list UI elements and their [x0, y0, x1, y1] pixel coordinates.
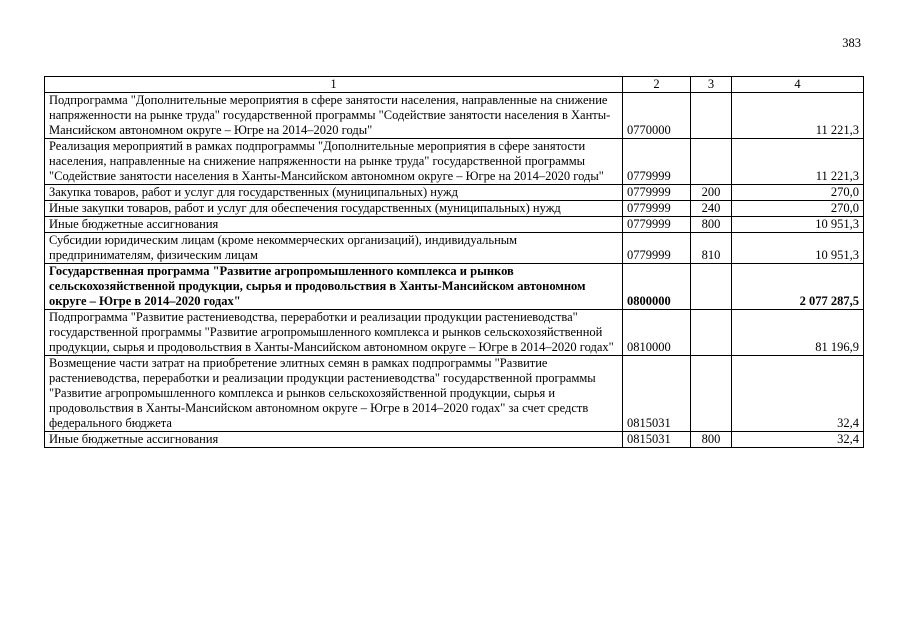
table-row: [45, 432, 864, 448]
table-row: [45, 356, 864, 432]
row-subcode: [691, 356, 732, 432]
row-name: Закупка товаров, работ и услуг для государственных (муниципальных) нужд: [45, 185, 623, 201]
row-amount: 11 221,3: [732, 139, 864, 185]
row-code: 0779999: [623, 201, 691, 217]
row-name: Иные закупки товаров, работ и услуг для обеспечения государственных (муниципальных) нужд: [45, 201, 623, 217]
row-subcode: [691, 310, 732, 356]
row-name: Субсидии юридическим лицам (кроме некоммерческих организаций), индивидуальным предпринимателям, физическим лицам: [45, 233, 623, 264]
row-code: 0800000: [623, 264, 691, 310]
table-row: [45, 139, 864, 185]
row-code: 0779999: [623, 233, 691, 264]
row-subcode: 810: [691, 233, 732, 264]
row-amount: 10 951,3: [732, 217, 864, 233]
row-name: Государственная программа "Развитие агропромышленного комплекса и рынков сельскохозяйственной продукции, сырья и продовольствия в Ханты-Мансийском автономном округе – Югре в 2014–2020 годах": [45, 264, 623, 310]
row-amount: 270,0: [732, 201, 864, 217]
row-amount: 32,4: [732, 432, 864, 448]
header-col-3: 3: [691, 77, 732, 93]
table-row: [45, 217, 864, 233]
row-subcode: 800: [691, 217, 732, 233]
row-amount: 10 951,3: [732, 233, 864, 264]
row-code: 0779999: [623, 217, 691, 233]
table-row: [45, 185, 864, 201]
row-code: 0815031: [623, 432, 691, 448]
row-subcode: 240: [691, 201, 732, 217]
row-amount: 11 221,3: [732, 93, 864, 139]
row-code: 0810000: [623, 310, 691, 356]
page-number: 383: [842, 36, 861, 50]
row-code: 0770000: [623, 93, 691, 139]
row-subcode: [691, 139, 732, 185]
table-header-row: [45, 77, 864, 93]
row-name: Реализация мероприятий в рамках подпрограммы "Дополнительные мероприятия в сфере занятости населения, направленные на снижение напряженности на рынке труда" государственной программы "Содействие занятости населения в Ханты-Мансийском автономном округе – Югре на 2014–2020 годы": [45, 139, 623, 185]
table-row: [45, 201, 864, 217]
header-col-2: 2: [623, 77, 691, 93]
row-name: Иные бюджетные ассигнования: [45, 217, 623, 233]
row-subcode: [691, 93, 732, 139]
header-col-1: 1: [45, 77, 623, 93]
table-row: [45, 93, 864, 139]
table-row: [45, 233, 864, 264]
row-amount: 81 196,9: [732, 310, 864, 356]
row-subcode: 200: [691, 185, 732, 201]
row-code: 0779999: [623, 139, 691, 185]
table-row: [45, 310, 864, 356]
row-amount: 32,4: [732, 356, 864, 432]
row-code: 0815031: [623, 356, 691, 432]
row-amount: 2 077 287,5: [732, 264, 864, 310]
row-name: Иные бюджетные ассигнования: [45, 432, 623, 448]
row-name: Подпрограмма "Дополнительные мероприятия в сфере занятости населения, направленные на снижение напряженности на рынке труда" государственной программы "Содействие занятости населения в Ханты-Мансийском автономном округе – Югре на 2014–2020 годы": [45, 93, 623, 139]
row-code: 0779999: [623, 185, 691, 201]
header-col-4: 4: [732, 77, 864, 93]
row-name: Подпрограмма "Развитие растениеводства, переработки и реализации продукции растениеводства" государственной программы "Развитие агропромышленного комплекса и рынков сельскохозяйственной продукции, сырья и продовольствия в Ханты-Мансийском автономном округе – Югре в 2014–2020 годах": [45, 310, 623, 356]
table-row-program: [45, 264, 864, 310]
row-subcode: [691, 264, 732, 310]
row-amount: 270,0: [732, 185, 864, 201]
row-subcode: 800: [691, 432, 732, 448]
budget-table: [44, 76, 864, 448]
row-name: Возмещение части затрат на приобретение элитных семян в рамках подпрограммы "Развитие растениеводства, переработки и реализации продукции растениеводства" государственной программы "Развитие агропромышленного комплекса и рынков сельскохозяйственной продукции, сырья и продовольствия в Ханты-Мансийском автономном округе – Югре в 2014–2020 годах" за счет средств федерального бюджета: [45, 356, 623, 432]
